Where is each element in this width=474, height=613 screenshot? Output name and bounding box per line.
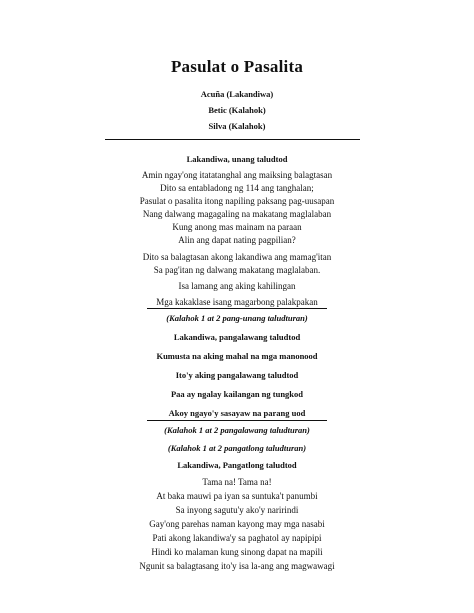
section-divider: [147, 420, 327, 421]
participant-kalahok-1: Betic (Kalahok): [208, 105, 266, 115]
verse-line: Pati akong lakandiwa'y sa paghatol ay napipipi: [152, 533, 322, 543]
verse-line: Alin ang dapat nating pagpilian?: [178, 235, 296, 245]
verse-line: Akoy ngayo'y sasayaw na parang uod: [168, 408, 306, 418]
verse-line: Pasulat o pasalita itong napiling paksang pag-uusapan: [139, 196, 335, 206]
verse-line: Mga kakaklase isang magarbong palakpakan: [156, 297, 318, 307]
participant-lakandiwa: Acuña (Lakandiwa): [200, 89, 274, 99]
verse-line: Dito sa entabladong ng 114 ang tanghalan;: [160, 183, 314, 193]
section-heading-3: Lakandiwa, Pangatlong taludtod: [177, 460, 297, 470]
verse-line: At baka mauwi pa iyan sa suntuka't panumbi: [156, 491, 318, 501]
verse-line: Tama na! Tama na!: [202, 477, 272, 487]
verse-line: Ito'y aking pangalawang taludtod: [175, 370, 299, 380]
verse-line: Isa lamang ang aking kahilingan: [178, 281, 296, 291]
title-divider: [105, 139, 360, 140]
participant-cue-2: (Kalahok 1 at 2 pangalawang taludturan): [164, 425, 310, 435]
section-heading-1: Lakandiwa, unang taludtod: [186, 154, 288, 164]
verse-line: Sa inyong sagutu'y ako'y naririndi: [175, 505, 299, 515]
participant-kalahok-2: Silva (Kalahok): [208, 121, 266, 131]
participant-cue-3: (Kalahok 1 at 2 pangatlong taludturan): [167, 443, 307, 453]
verse-line: Sa pag'itan ng dalwang makatang maglalaban.: [153, 265, 321, 275]
verse-line: Kung anong mas mainam na paraan: [172, 222, 302, 232]
verse-line: Gay'ong parehas naman kayong may mga nasabi: [149, 519, 325, 529]
verse-line: Kumusta na aking mahal na mga manonood: [156, 351, 318, 361]
participant-cue-1: (Kalahok 1 at 2 pang-unang taludturan): [166, 313, 308, 323]
verse-line: Ngunit sa balagtasang ito'y isa la-ang ang magwawagi: [139, 561, 335, 571]
document-title: Pasulat o Pasalita: [170, 57, 304, 76]
section-divider: [147, 308, 327, 309]
verse-line: Amin ngay'ong itatatanghal ang maiksing balagtasan: [141, 170, 333, 180]
section-heading-2: Lakandiwa, pangalawang taludtod: [173, 332, 301, 342]
verse-line: Hindi ko malaman kung sinong dapat na mapili: [151, 547, 323, 557]
verse-line: Nang dalwang magagaling na makatang maglalaban: [142, 209, 332, 219]
verse-line: Dito sa balagtasan akong lakandiwa ang mamag'itan: [142, 252, 332, 262]
verse-line: Paa ay ngalay kailangan ng tungkod: [170, 389, 304, 399]
